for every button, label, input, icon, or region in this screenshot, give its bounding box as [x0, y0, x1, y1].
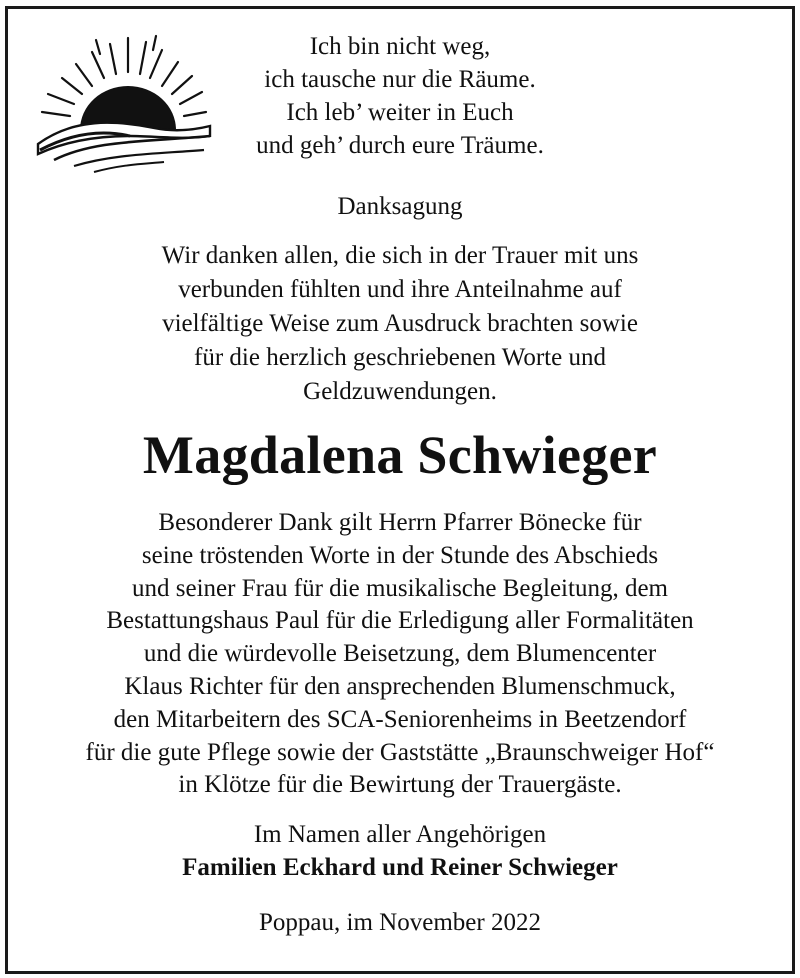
- acknowledgement-line: seine tröstenden Worte in der Stunde des Abschieds: [141, 541, 659, 569]
- intro-line: Geldzuwendungen.: [303, 378, 497, 405]
- signoff-line: Im Namen aller Angehörigen: [253, 821, 547, 848]
- memorial-poem: [200, 30, 600, 162]
- poem-line: Ich bin nicht weg,: [309, 33, 491, 60]
- poem-line: Ich leb’ weiter in Euch: [286, 99, 514, 126]
- acknowledgement-line: und die würdevolle Beisetzung, dem Blumencenter: [143, 640, 657, 668]
- acknowledgement-line: Besonderer Dank gilt Herrn Pfarrer Bönecke für: [158, 509, 642, 536]
- sunrise-over-hills-icon: [34, 32, 212, 182]
- intro-line: Wir danken allen, die sich in der Trauer mit uns: [161, 242, 639, 269]
- acknowledgement-line: für die gute Pflege sowie der Gaststätte „Braunschweiger Hof“: [85, 738, 715, 766]
- place-and-date: Poppau, im November 2022: [259, 909, 541, 936]
- intro-line: vielfältige Weise zum Ausdruck brachten sowie: [162, 310, 638, 337]
- acknowledgement-line: und seiner Frau für die musikalische Begleitung, dem: [132, 574, 668, 602]
- acknowledgement-line: Klaus Richter für den ansprechenden Blumenschmuck,: [124, 672, 676, 700]
- intro-paragraph: [0, 239, 800, 409]
- deceased-name: Magdalena Schwieger: [142, 425, 658, 485]
- poem-line: und geh’ durch eure Träume.: [256, 132, 544, 159]
- acknowledgement-line: den Mitarbeitern des SCA-Seniorenheims in Beetzendorf: [113, 705, 687, 733]
- intro-line: für die herzlich geschriebenen Worte und: [194, 344, 606, 371]
- family-signature: Familien Eckhard und Reiner Schwieger: [182, 854, 618, 881]
- acknowledgements-paragraph: [0, 507, 800, 802]
- poem-line: ich tausche nur die Räume.: [264, 66, 536, 93]
- acknowledgement-line: Bestattungshaus Paul für die Erledigung aller Formalitäten: [106, 607, 694, 635]
- acknowledgement-line: in Klötze für die Bewirtung der Trauergäste.: [178, 771, 622, 799]
- thanks-heading: Danksagung: [337, 193, 463, 220]
- intro-line: verbunden fühlten und ihre Anteilnahme auf: [178, 276, 622, 303]
